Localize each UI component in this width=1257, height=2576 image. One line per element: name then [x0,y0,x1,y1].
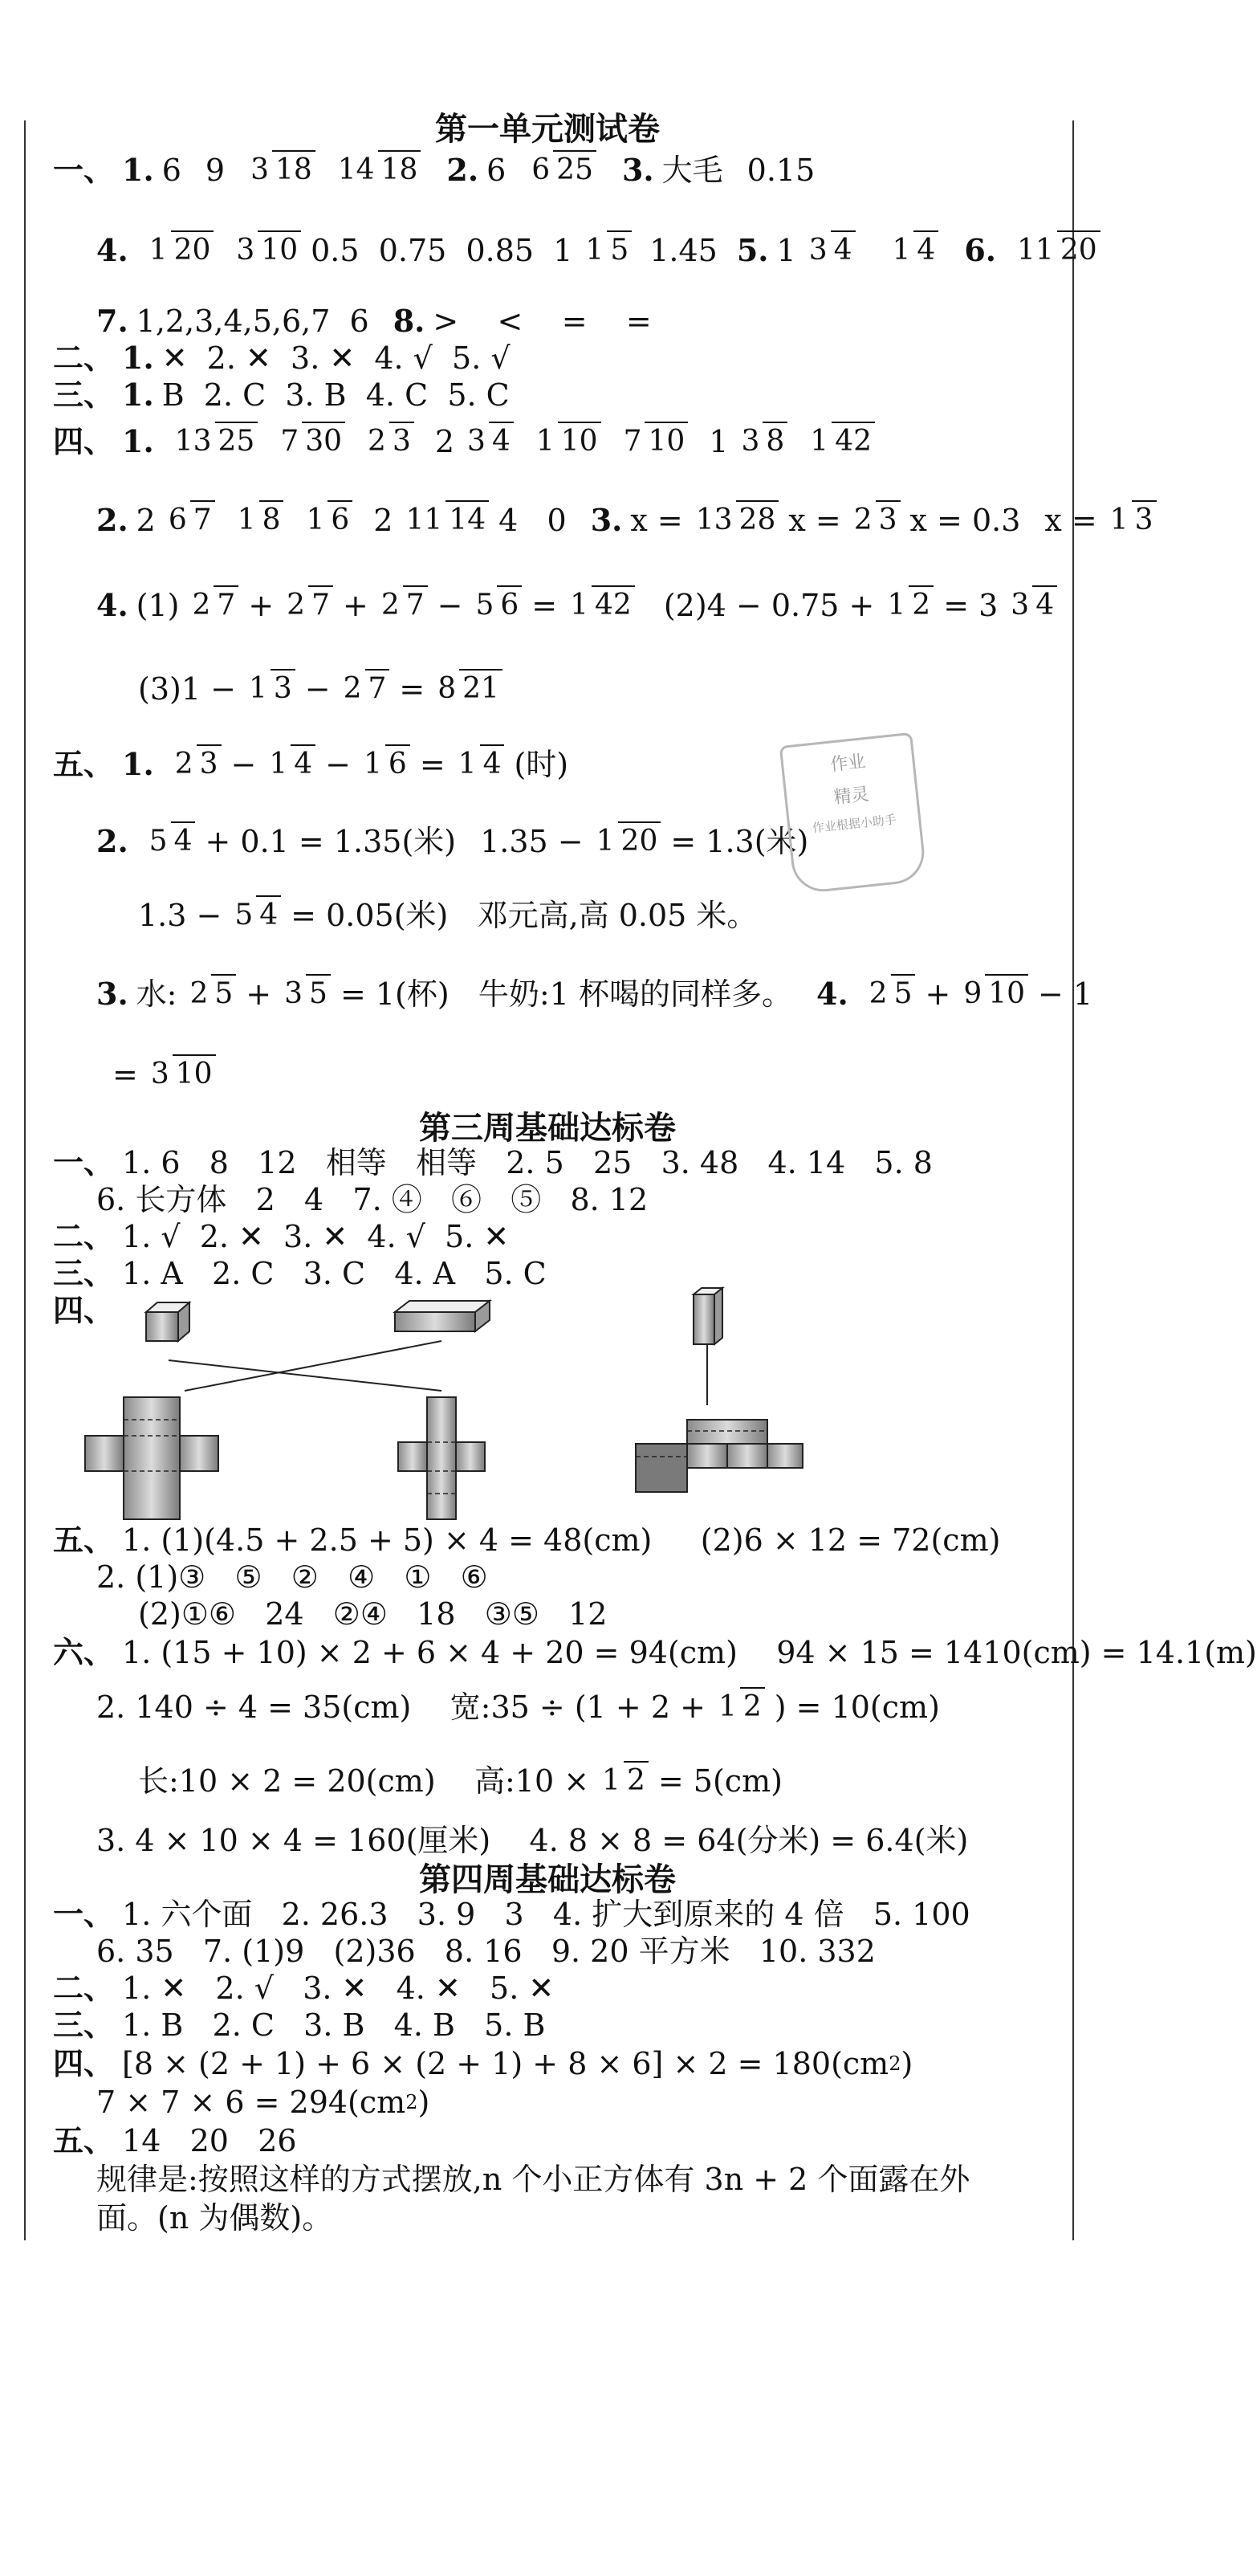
week3-s5-line1: 五、 1. (1)(4.5 + 2.5 + 5) × 4 = 48(cm) (2)6 × 12 = 72(cm) [53,1522,1001,1558]
fraction: 1 20 [593,825,661,858]
fraction: 2 3 [851,504,901,536]
unit1-title: 第一单元测试卷 [435,111,660,148]
unit1-s4-line1: 四、 1. 13 25 7 30 2 3 2 3 4 1 10 7 10 1 3 8 1 42 [53,424,885,459]
week4-s5-line3: 面。(n 为偶数)。 [96,2200,333,2236]
fraction: 2 7 [378,589,428,622]
fraction: 5 4 [231,899,281,931]
net-1 [85,1397,218,1519]
unit1-s5-line5: = 3 10 [112,1057,226,1092]
fraction: 1 4 [455,748,505,781]
fraction: 1 2 [884,589,934,622]
week3-s2-line: 二、 1. √ 2. ✕ 3. ✕ 4. √ 5. ✕ [53,1218,510,1254]
week3-s1-line1: 一、 1. 6 8 12 相等 相等 2. 5 25 3. 48 4. 14 5. 8 [53,1144,933,1180]
fraction: 1 2 [599,1765,649,1797]
fraction: 1 5 [582,234,632,267]
unit1-s1-line3: 7. 1,2,3,4,5,6,7 6 8. > < = = [96,303,652,339]
right-border-line [1072,120,1074,2240]
fraction: 3 10 [233,234,301,267]
fraction: 9 10 [960,978,1028,1010]
fraction: 7 10 [620,426,689,458]
net-2 [398,1397,485,1519]
fraction: 1 6 [303,504,352,536]
net-3 [636,1420,803,1492]
week3-s4-line: 四、 [53,1292,115,1328]
fraction: 5 6 [472,589,522,622]
week4-s4-line2: 7 × 7 × 6 = 294(cm 2 ) [96,2085,430,2120]
fraction: 6 7 [165,504,215,536]
fraction: 1 10 [533,426,601,458]
week3-s6-line1: 六、 1. (15 + 10) × 2 + 6 × 4 + 20 = 94(cm) 94 × 15 = 1410(cm) = 14.1(m) [53,1634,1257,1670]
fraction: 13 25 [172,426,258,458]
week4-s1-line2: 6. 35 7. (1)9 (2)36 8. 16 9. 20 平方米 10. 332 [96,1934,876,1969]
fraction: 1 42 [807,426,875,458]
week4-s3-line: 三、 1. B 2. C 3. B 4. B 5. B [53,2007,546,2043]
unit1-s2-line: 二、 1. ✕ 2. ✕ 3. ✕ 4. √ 5. √ [53,340,511,376]
unit1-s5-line4: 3. 水: 2 5 + 3 5 = 1(杯) 牛奶:1 杯喝的同样多。 4. 2 5 + 9 10 − 1 [96,976,1093,1012]
unit1-s4-line4: (3)1 − 1 3 − 2 7 = 8 21 [138,671,512,707]
fraction: 1 4 [266,748,315,781]
fraction: 1 2 [715,1691,765,1723]
fraction: 1 20 [146,234,214,267]
fraction: 11 20 [1014,234,1100,267]
fraction: 13 28 [693,504,779,536]
fraction: 1 3 [1107,504,1157,536]
week3-s1-line2: 6. 长方体 2 4 7. ④ ⑥ ⑤ 8. 12 [96,1182,649,1217]
unit1-s5-line3: 1.3 − 5 4 = 0.05(米) 邓元高,高 0.05 米。 [138,898,757,933]
week3-s5-line2: 2. (1)③ ⑤ ② ④ ① ⑥ [96,1559,488,1595]
fraction: 3 8 [738,426,787,458]
left-border-line [24,120,26,2240]
fraction: 3 18 [247,154,315,186]
week4-s1-line1: 一、 1. 六个面 2. 26.3 3. 9 3 4. 扩大到原来的 4 倍 5. 100 [53,1896,970,1932]
fraction: 5 4 [146,825,196,858]
unit1-s4-line3: 4. (1) 2 7 + 2 7 + 2 7 − 5 6 = 1 42 (2)4 − 0.75 + 1 2 = 3 3 4 [96,588,1067,623]
unit1-s1-line2: 4. 1 20 3 10 0.5 0.75 0.85 1 1 5 1.45 5. 1 3 4 1 4 6. 11 20 [96,233,1110,268]
fraction: 2 7 [340,673,390,705]
fraction: 14 18 [335,154,421,186]
week4-s2-line: 二、 1. ✕ 2. √ 3. ✕ 4. ✕ 5. ✕ [53,1970,555,2006]
fraction: 1 3 [246,673,295,705]
fraction: 2 5 [866,978,916,1010]
week4-s4-line1: 四、 [8 × (2 + 1) + 6 × (2 + 1) + 8 × 6] × 2 = 180(cm 2 ) [53,2045,913,2081]
week4-title: 第四周基础达标卷 [419,1861,676,1898]
fraction: 2 7 [189,589,239,622]
fraction: 1 8 [234,504,284,536]
fraction: 3 10 [148,1058,216,1090]
week4-s5-line2: 规律是:按照这样的方式摆放,n 个小正方体有 3n + 2 个面露在外 [96,2162,970,2197]
small-cuboid [146,1302,189,1341]
fraction: 8 21 [434,673,502,705]
unit1-s5-line1: 五、 1. 2 3 − 1 4 − 1 6 = 1 4 (时) [53,746,569,782]
unit1-s4-line2: 2. 2 6 7 1 8 1 6 2 11 14 4 0 3. x = 13 28 x = 2 3 x = 0.3 x = 1 3 [96,503,1166,538]
fraction: 1 6 [360,748,410,781]
fraction: 11 14 [402,504,489,536]
fraction: 3 4 [1007,589,1057,622]
fraction: 2 5 [186,978,236,1010]
flat-cuboid [395,1301,490,1331]
watermark-stamp: 作业 精灵 作业根据小助手 [779,732,928,895]
fraction: 1 4 [889,234,939,267]
fraction: 2 7 [283,589,333,622]
week3-s6-line2: 2. 140 ÷ 4 = 35(cm) 宽:35 ÷ (1 + 2 + 1 2 ) = 10(cm) [96,1689,940,1725]
fraction: 6 25 [528,154,596,186]
week3-s3-line: 三、 1. A 2. C 3. C 4. A 5. C [53,1255,547,1291]
unit1-s5-line2: 2. 5 4 + 0.1 = 1.35(米) 1.35 − 1 20 = 1.3(米) [96,823,809,859]
cube-net-matching-figure [88,1285,811,1526]
week4-s5-line1: 五、 14 20 26 [53,2122,297,2158]
week3-s5-line3: (2)①⑥ 24 ②④ 18 ③⑤ 12 [138,1596,608,1632]
fraction: 3 4 [464,426,514,458]
fraction: 2 3 [172,748,222,781]
fraction: 3 5 [281,978,331,1010]
tall-cuboid [694,1288,722,1405]
week3-s6-line4: 3. 4 × 10 × 4 = 160(厘米) 4. 8 × 8 = 64(分米) = 6.4(米) [96,1823,969,1858]
week3-s6-line3: 长:10 × 2 = 20(cm) 高:10 × 1 2 = 5(cm) [138,1763,783,1799]
unit1-s3-line: 三、 1. B 2. C 3. B 4. C 5. C [53,377,510,413]
fraction: 7 30 [277,426,345,458]
unit1-s1-line1: 一、 1. 6 9 3 18 14 18 2. 6 6 25 3. 大毛 0.15 [53,152,816,188]
fraction: 3 4 [806,234,856,267]
fraction: 1 42 [567,589,635,622]
week3-title: 第三周基础达标卷 [419,1110,676,1147]
fraction: 2 3 [364,426,414,458]
